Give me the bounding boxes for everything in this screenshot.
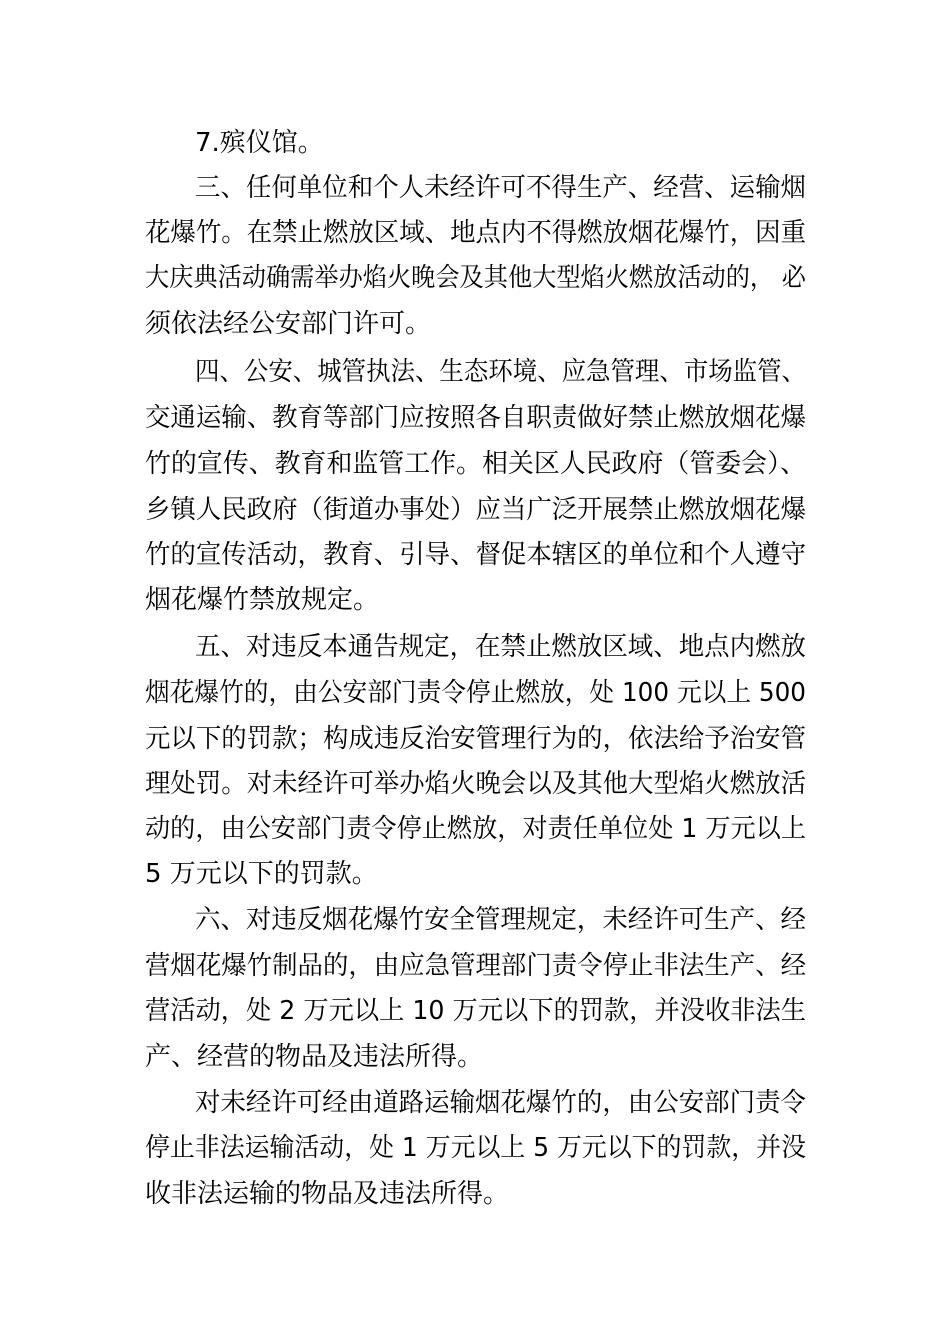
text-line-6: 四、公安、城管执法、生态环境、应急管理、市场监管、: [195, 357, 806, 387]
text-line-4: 大庆典活动确需举办焰火晚会及其他大型焰火燃放活动的， 必: [145, 263, 806, 293]
text-line-9: 乡镇人民政府（街道办事处）应当广泛开展禁止燃放烟花爆: [145, 495, 806, 525]
text-line-16: 动的，由公安部门责令停止燃放，对责任单位处 1 万元以上: [145, 814, 806, 844]
text-line-15: 理处罚。对未经许可举办焰火晚会以及其他大型焰火燃放活: [145, 769, 806, 799]
text-line-7: 交通运输、教育等部门应按照各自职责做好禁止燃放烟花爆: [145, 403, 806, 433]
text-line-13: 烟花爆竹的，由公安部门责令停止燃放，处 100 元以上 500: [145, 678, 806, 708]
text-line-1: 7.殡仪馆。: [195, 128, 324, 158]
text-line-5: 须依法经公安部门许可。: [145, 309, 432, 339]
text-line-2: 三、任何单位和个人未经许可不得生产、经营、运输烟: [195, 173, 806, 203]
text-line-14: 元以下的罚款；构成违反治安管理行为的，依法给予治安管: [145, 724, 806, 754]
text-line-3: 花爆竹。在禁止燃放区域、地点内不得燃放烟花爆竹，因重: [145, 218, 806, 248]
text-line-22: 对未经许可经由道路运输烟花爆竹的，由公安部门责令: [195, 1088, 806, 1118]
text-line-10: 竹的宣传活动，教育、引导、督促本辖区的单位和个人遵守: [145, 540, 806, 570]
text-line-20: 营活动，处 2 万元以上 10 万元以下的罚款，并没收非法生: [145, 996, 806, 1026]
text-line-12: 五、对违反本通告规定，在禁止燃放区域、地点内燃放: [195, 632, 806, 662]
text-line-23: 停止非法运输活动，处 1 万元以上 5 万元以下的罚款，并没: [145, 1133, 806, 1163]
text-line-8: 竹的宣传、教育和监管工作。相关区人民政府（管委会）、: [145, 449, 806, 479]
text-line-24: 收非法运输的物品及违法所得。: [145, 1179, 510, 1209]
text-line-18: 六、对违反烟花爆竹安全管理规定，未经许可生产、经: [195, 905, 806, 935]
text-line-11: 烟花爆竹禁放规定。: [145, 585, 380, 615]
text-line-19: 营烟花爆竹制品的，由应急管理部门责令停止非法生产、经: [145, 951, 806, 981]
text-line-17: 5 万元以下的罚款。: [145, 859, 378, 889]
text-line-21: 产、经营的物品及违法所得。: [145, 1042, 484, 1072]
